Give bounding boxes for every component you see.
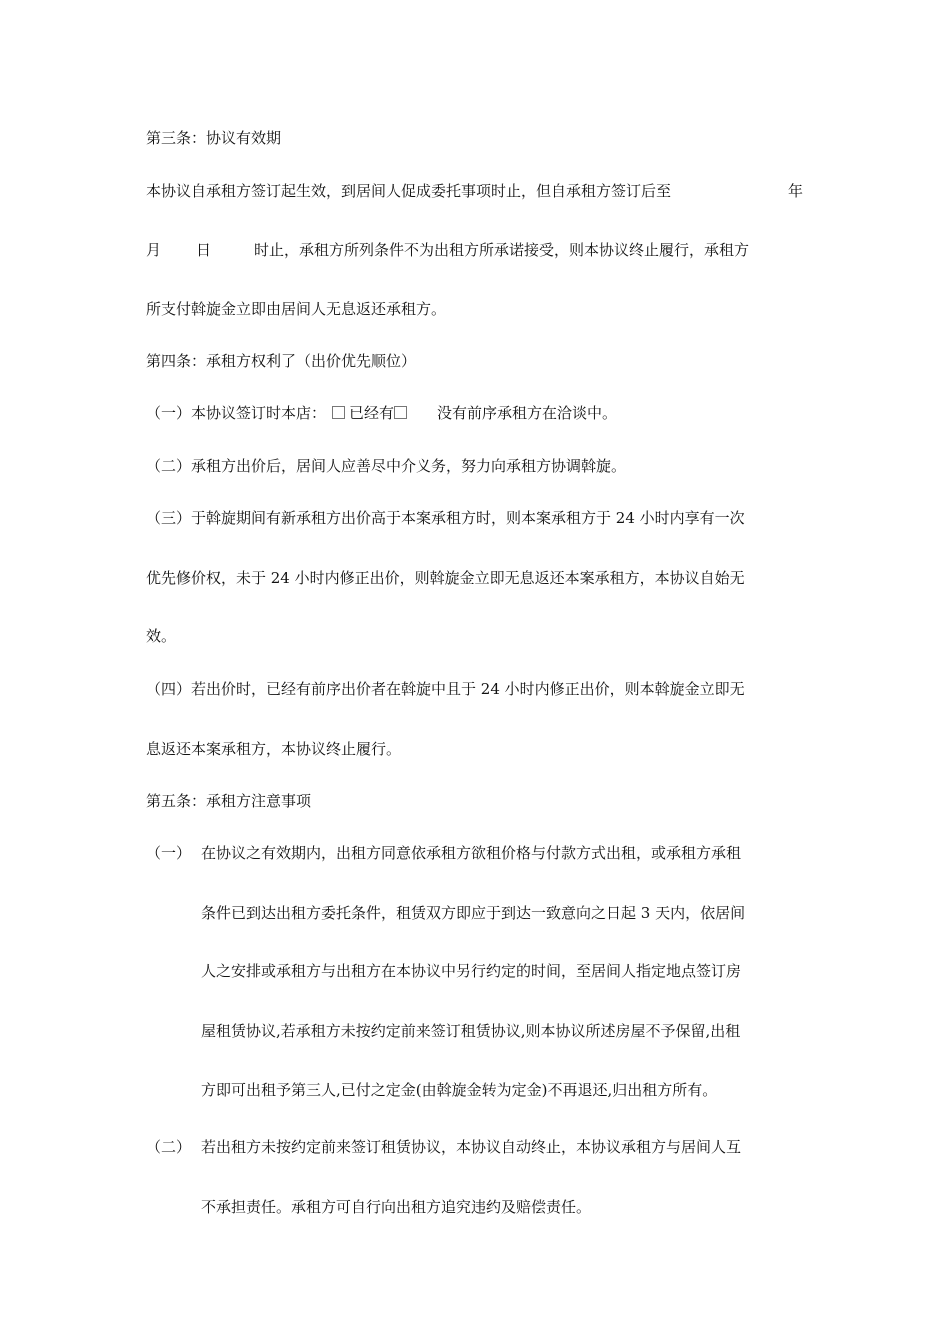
section3-line1-text: 本协议自承租方签订起生效，到居间人促成委托事项时止，但自承租方签订后至 [146, 182, 672, 200]
section5-item2-line2: 不承担责任。承租方可自行向出租方追究违约及赔偿责任。 [201, 1198, 592, 1216]
checkbox-has-prior[interactable] [332, 406, 345, 419]
section5-item1-line1: 在协议之有效期内，出租方同意依承租方欲租价格与付款方式出租，或承租方承租 [201, 844, 742, 862]
section3-line2-rest: 时止，承租方所列条件不为出租方所承诺接受，则本协议终止履行，承租方 [254, 241, 750, 259]
section4-item3-line3: 效。 [146, 627, 177, 645]
section3-line3: 所支付斡旋金立即由居间人无息返还承租方。 [146, 300, 447, 318]
section3-line1-year: 年 [788, 182, 804, 200]
section4-item1-option2: 没有前序承租方在洽谈中。 [437, 404, 618, 422]
section4-item1-prefix: （一）本协议签订时本店： [146, 404, 327, 422]
section3-line1 [146, 181, 671, 201]
section5-item1-line5: 方即可出租予第三人,已付之定金(由斡旋金转为定金)不再退还,归出租方所有。 [201, 1081, 718, 1099]
section3-heading: 第三条：协议有效期 [146, 129, 282, 147]
section4-item3-line1: （三）于斡旋期间有新承租方出价高于本案承租方时，则本案承租方于 24 小时内享有一次 [146, 509, 745, 527]
section5-item1-label: （一） [146, 844, 192, 862]
section5-item1-line4: 屋租赁协议,若承租方未按约定前来签订租赁协议,则本协议所述房屋不予保留,出租 [201, 1022, 741, 1040]
section5-item1-line3: 人之安排或承租方与出租方在本协议中另行约定的时间，至居间人指定地点签订房 [201, 962, 742, 980]
section5-item2-label: （二） [146, 1138, 192, 1156]
section5-heading: 第五条：承租方注意事项 [146, 792, 312, 810]
section4-item4-line2: 息返还本案承租方，本协议终止履行。 [146, 740, 402, 758]
section4-heading: 第四条：承租方权利了（出价优先顺位） [146, 352, 417, 370]
section4-item3-line2: 优先修价权，未于 24 小时内修正出价，则斡旋金立即无息返还本案承租方，本协议自始无 [146, 569, 745, 587]
section4-item1 [146, 403, 617, 423]
section4-item2: （二）承租方出价后，居间人应善尽中介义务，努力向承租方协调斡旋。 [146, 457, 627, 475]
section4-item4-line1: （四）若出价时，已经有前序出价者在斡旋中且于 24 小时内修正出价，则本斡旋金立即无 [146, 680, 745, 698]
section4-item1-option1: 已经有 [349, 404, 395, 422]
checkbox-no-prior[interactable] [394, 406, 407, 419]
section3-line2-day: 日 [196, 241, 212, 259]
section3-line2-month: 月 [146, 241, 162, 259]
section5-item1-line2: 条件已到达出租方委托条件，租赁双方即应于到达一致意向之日起 3 天内，依居间 [201, 904, 746, 922]
section5-item2-line1: 若出租方未按约定前来签订租赁协议，本协议自动终止，本协议承租方与居间人互 [201, 1138, 742, 1156]
